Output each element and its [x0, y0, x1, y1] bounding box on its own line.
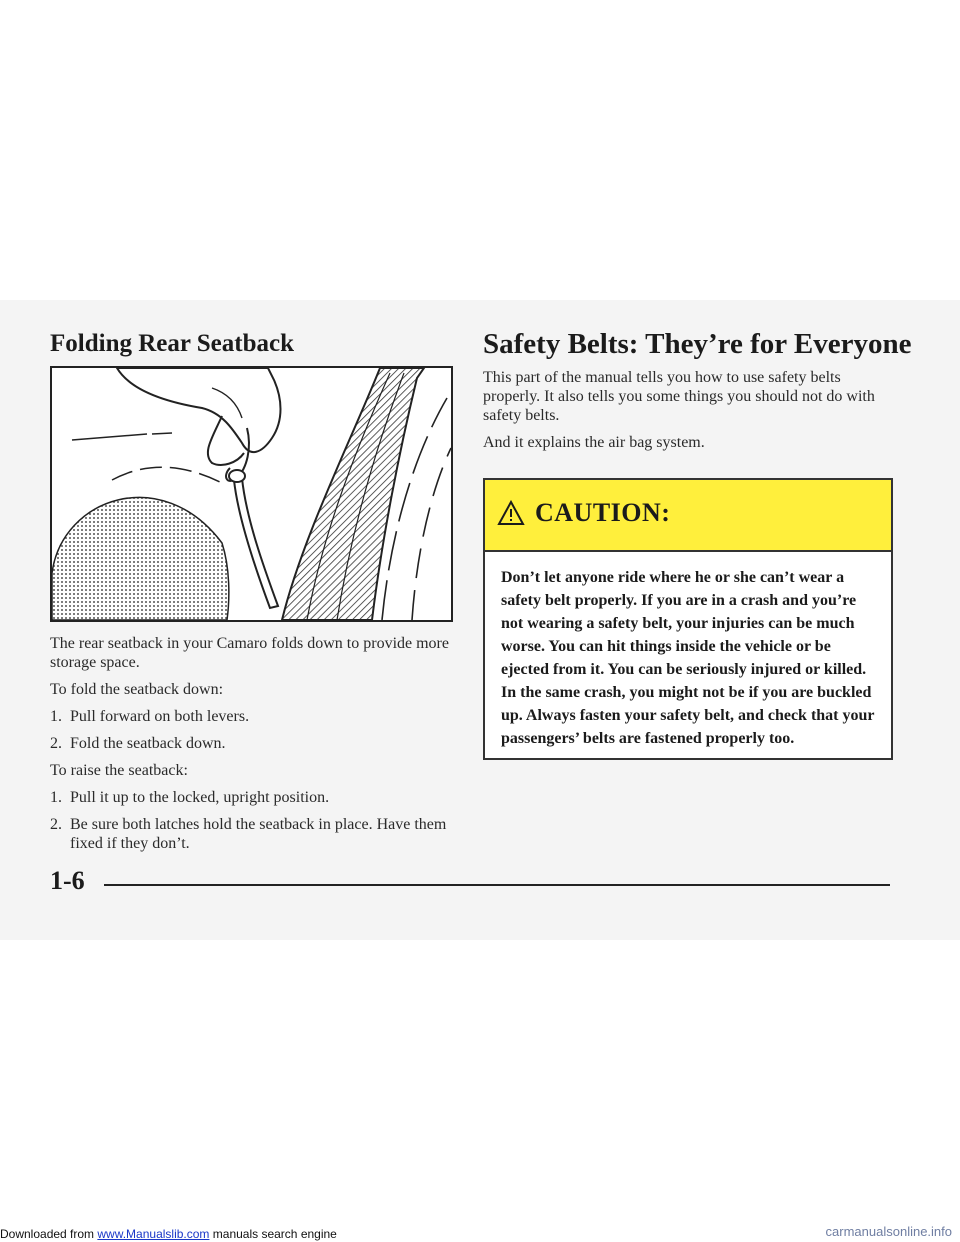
step-text: Pull forward on both levers. [70, 708, 250, 725]
site-watermark: carmanualsonline.info [825, 1224, 952, 1239]
step-text: Pull it up to the locked, upright position. [70, 789, 330, 806]
step-number: 2. [50, 816, 62, 833]
seatback-lever-illustration [50, 366, 453, 622]
list-item [50, 734, 450, 753]
step-text: Be sure both latches hold the seatback in place. Have them fixed if they don’t. [70, 816, 447, 852]
section-heading-folding-rear-seatback: Folding Rear Seatback [50, 330, 294, 357]
warning-triangle-icon [497, 500, 525, 526]
caution-label: CAUTION: [535, 498, 671, 527]
intro-paragraph: The rear seatback in your Camaro folds down to provide more storage space. [50, 635, 449, 671]
caution-header [485, 480, 891, 552]
list-item [50, 788, 450, 807]
folding-seatback-text [50, 634, 450, 861]
caution-box [483, 478, 893, 760]
step-number: 1. [50, 708, 62, 725]
step-text: Fold the seatback down. [70, 735, 226, 752]
step-number: 2. [50, 735, 62, 752]
raise-instructions-label: To raise the seatback: [50, 762, 188, 779]
caution-body: Don’t let anyone ride where he or she can’t wear a safety belt properly. If you are in a crash and you’re not wearing a safety belt, your injuries can be much worse. You can hit things inside the vehicle or be ejected from it. You can be seriously injured or killed. In the same crash, you might not be if you are buckled up. Always fasten your safety belt, and check that your passengers’ belts are fastened properly too. [501, 569, 875, 747]
download-prefix: Downloaded from [0, 1227, 98, 1241]
hand-pulling-lever-image [52, 368, 451, 620]
manualslib-link[interactable]: www.Manualslib.com [97, 1227, 210, 1241]
footer-divider [104, 884, 890, 886]
page-number: 1-6 [50, 866, 85, 895]
section-heading-safety-belts: Safety Belts: They’re for Everyone [483, 328, 912, 360]
list-item [50, 815, 450, 853]
list-item [50, 707, 450, 726]
safety-belts-text [483, 368, 883, 460]
download-source-bar [0, 1226, 960, 1242]
caution-title [497, 498, 670, 528]
air-bag-paragraph: And it explains the air bag system. [483, 434, 705, 451]
download-suffix: manuals search engine [209, 1227, 337, 1241]
fold-instructions-label: To fold the seatback down: [50, 681, 224, 698]
step-number: 1. [50, 789, 62, 806]
safety-belts-paragraph: This part of the manual tells you how to use safety belts properly. It also tells you some things you should not do with safety belts. [483, 369, 875, 424]
